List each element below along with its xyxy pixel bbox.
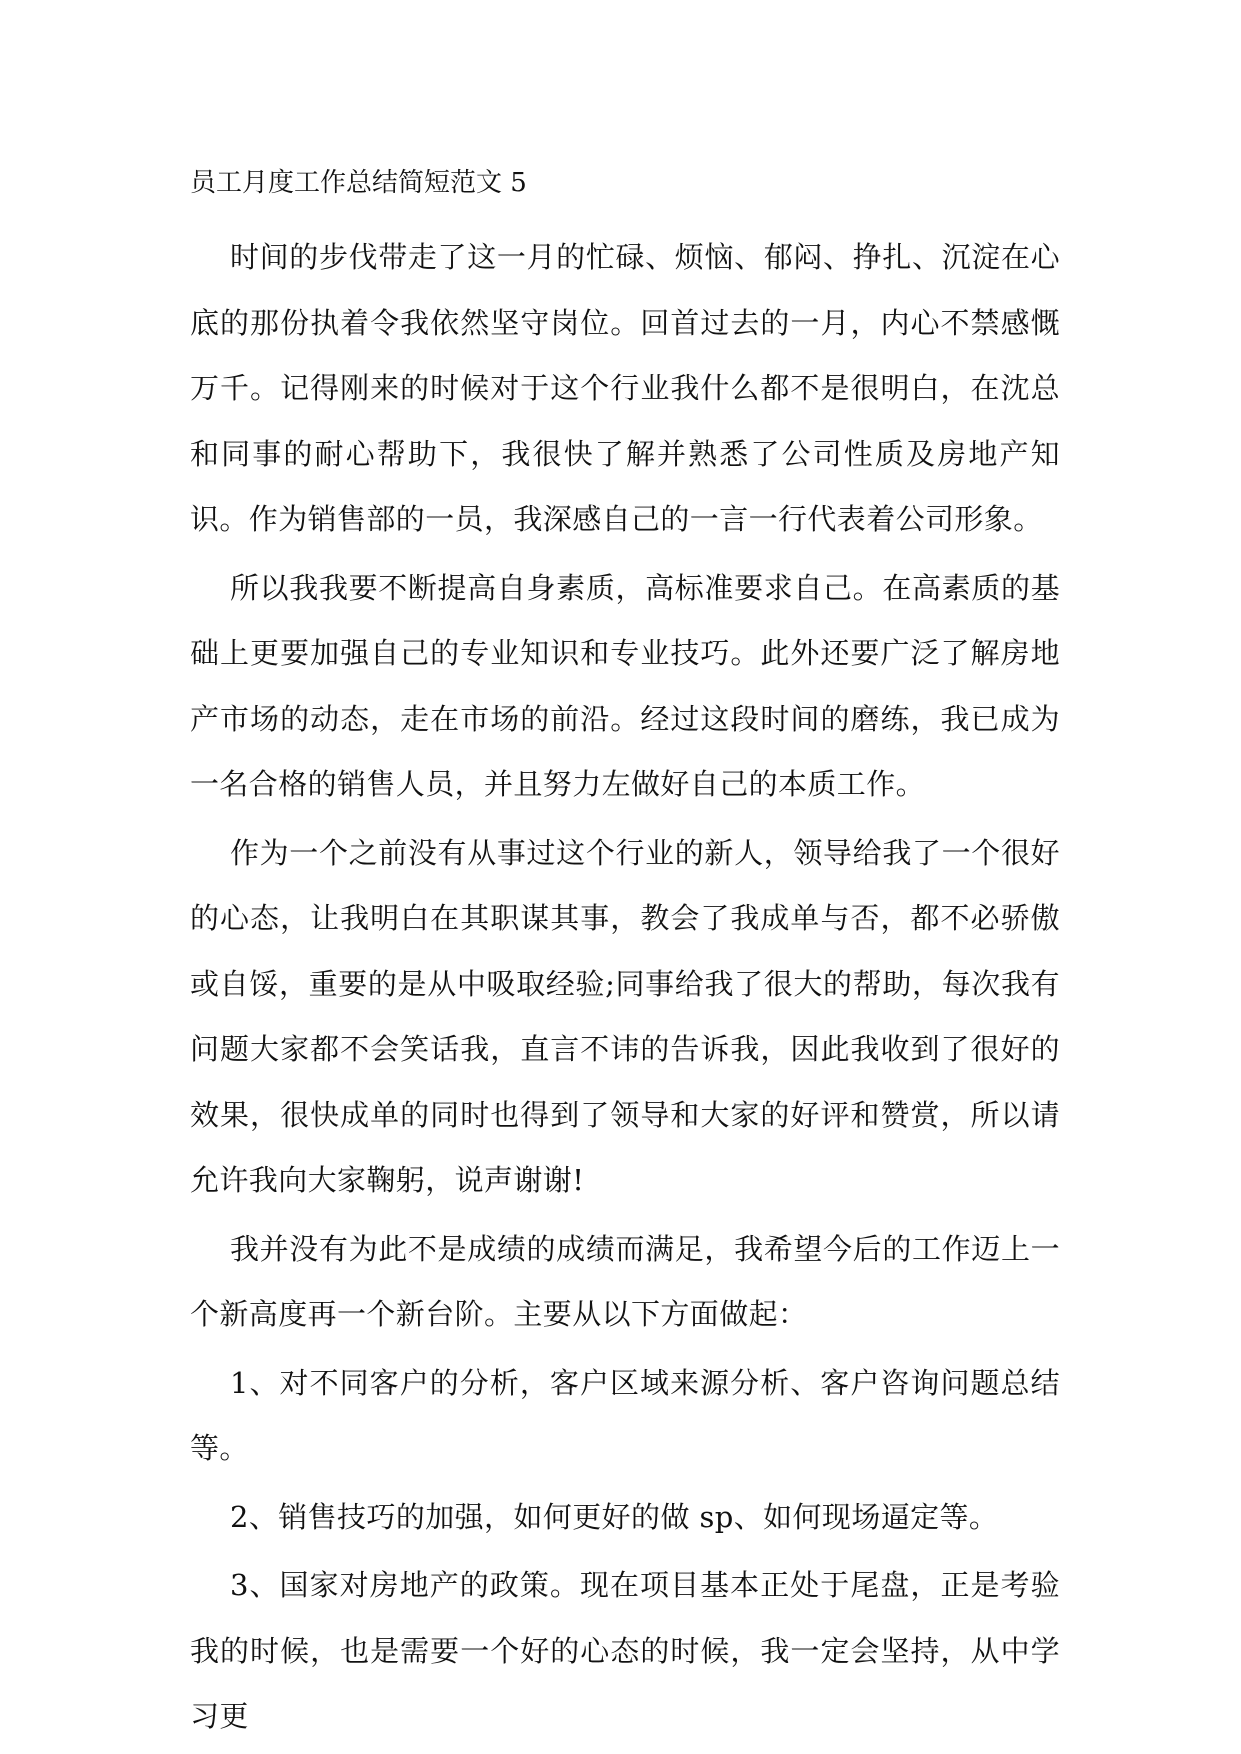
paragraph-4: 我并没有为此不是成绩的成绩而满足，我希望今后的工作迈上一个新高度再一个新台阶。主要从以下方面做起：	[190, 1231, 1060, 1331]
paragraph-2: 所以我我要不断提高自身素质，高标准要求自己。在高素质的基础上更要加强自己的专业知识和专业技巧。此外还要广泛了解房地产市场的动态，走在市场的前沿。经过这段时间的磨练，我已成为一名合格的销售人员，并且努力左做好自己的本质工作。	[190, 570, 1060, 801]
list-item-3: 3、国家对房地产的政策。现在项目基本正处于尾盘，正是考验我的时候，也是需要一个好的心态的时候，我一定会坚持，从中学习更	[190, 1568, 1060, 1733]
list-item-1: 1、对不同客户的分析，客户区域来源分析、客户咨询问题总结等。	[190, 1365, 1060, 1465]
paragraph-3: 作为一个之前没有从事过这个行业的新人，领导给我了一个很好的心态，让我明白在其职谋其事，教会了我成单与否，都不必骄傲或自馁，重要的是从中吸取经验;同事给我了很大的帮助，每次我有问题大家都不会笑话我，直言不讳的告诉我，因此我收到了很好的效果，很快成单的同时也得到了领导和大家的好评和赞赏，所以请允许我向大家鞠躬，说声谢谢!	[190, 835, 1060, 1197]
document-body	[190, 225, 1060, 1753]
document-title: 员工月度工作总结简短范文 5	[190, 168, 527, 198]
list-item-2: 2、销售技巧的加强，如何更好的做 sp、如何现场逼定等。	[230, 1499, 999, 1534]
paragraph-1: 时间的步伐带走了这一月的忙碌、烦恼、郁闷、挣扎、沉淀在心底的那份执着令我依然坚守岗位。回首过去的一月，内心不禁感慨万千。记得刚来的时候对于这个行业我什么都不是很明白，在沈总和同事的耐心帮助下，我很快了解并熟悉了公司性质及房地产知识。作为销售部的一员，我深感自己的一言一行代表着公司形象。	[190, 240, 1060, 536]
